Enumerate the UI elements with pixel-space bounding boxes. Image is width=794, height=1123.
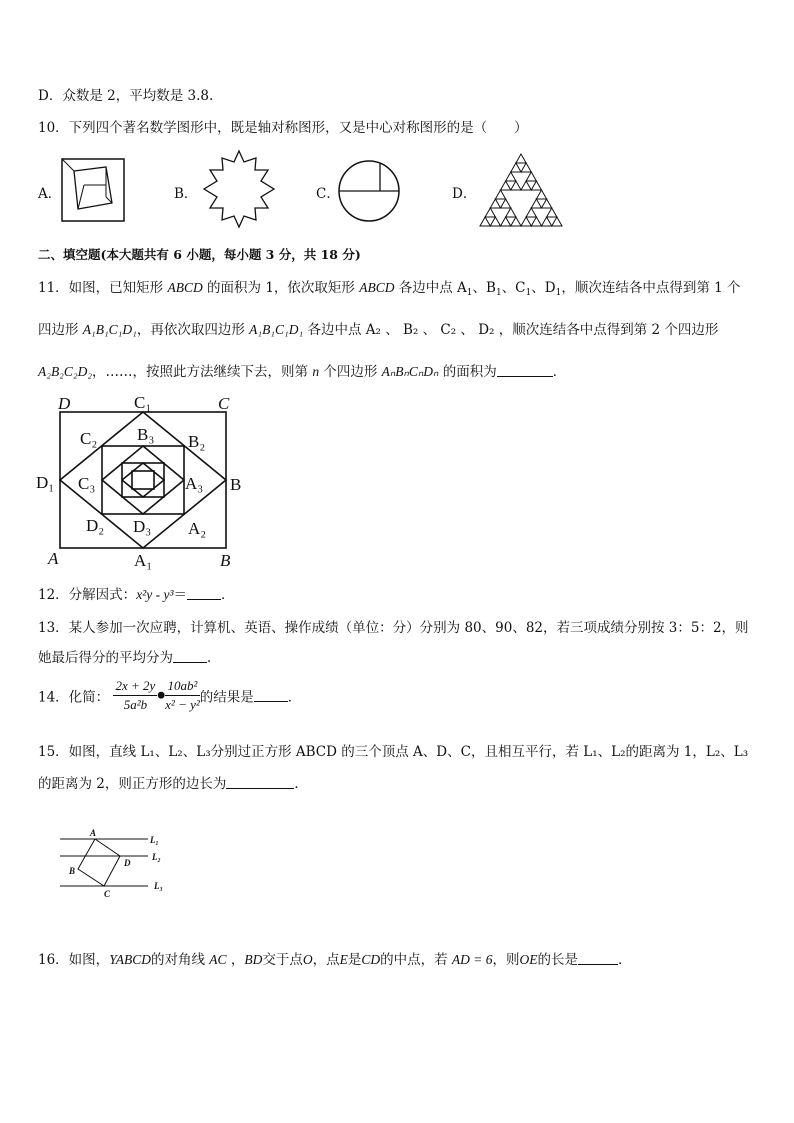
- q10-option-d-figure: [478, 152, 564, 228]
- q10-option-a-figure: [60, 157, 126, 223]
- q11-line2: 四边形 A₁B₁C₁D₁，再依次取四边形 A₁B₁C₁D₁ 各边中点 A₂ 、 B₂ 、 C₂ 、 D₂ ，顺次连结各中点得到第 2 个四边形: [38, 322, 719, 338]
- fig15-label-L2: L₂: [152, 852, 161, 862]
- fig11-label-D2: D₂: [86, 516, 105, 535]
- q15-line1: 15．如图，直线 L₁、L₂、L₃分别过正方形 ABCD 的三个顶点 A、D、C，且相互平行，若 L₁、L₂的距离为 1，L₂、L₃: [38, 744, 749, 760]
- q12-answer-blank[interactable]: [187, 587, 221, 600]
- fig11-label-B: B: [220, 551, 231, 570]
- fig15-label-L1: L₁: [150, 835, 159, 845]
- fig15-label-A: A: [90, 828, 97, 838]
- q14: 14．化简： $\frac{2x + 2y}{\text{5a²b}}$ ● $\frac{\text{10ab²}}{\text{x² − y²}}$ 的结果是 ．: [38, 678, 302, 712]
- section-2-heading: 二、填空题(本大题共有 6 小题，每小题 3 分，共 18 分): [38, 247, 361, 262]
- q10-option-c-figure: [336, 158, 402, 224]
- fig11-label-B3: B₃: [137, 425, 155, 444]
- fig11-label-A3: A₃: [185, 474, 204, 493]
- q14-fraction-1: $\frac{2x + 2y}{\text{5a²b}}$: [115, 678, 156, 712]
- fig15-label-L3: L₃: [154, 881, 163, 891]
- fig11-label-C: C: [218, 394, 230, 413]
- fig11-label-C2: C₂: [80, 429, 98, 448]
- q11-line3: A₂B₂C₂D₂，……，按照此方法继续下去，则第 n 个四边形 AₙBₙCₙDₙ 的面积为 ．: [38, 364, 567, 380]
- fig11-label-A1: A₁: [134, 551, 153, 570]
- fig15-label-D: D: [124, 858, 131, 868]
- fig11-label-D3: D₃: [133, 517, 152, 536]
- q9-option-d: D．众数是 2，平均数是 3.8.: [38, 88, 214, 104]
- fig11-label-B-right: B: [230, 475, 242, 494]
- q11-line1: 11．如图，已知矩形 ABCD 的面积为 1，依次取矩形 ABCD 各边中点 $A_1$、$B_1$、$C_1$、$D_1$，顺次连结各中点得到第 1 个: [38, 280, 741, 298]
- fig11-label-C1: C₁: [134, 393, 152, 412]
- q11-nested-rectangle-figure: [36, 392, 251, 574]
- q10-option-b-label: B．: [174, 186, 198, 202]
- q10-stem: 10．下列四个著名数学图形中，既是轴对称图形，又是中心对称图形的是（ ）: [38, 120, 528, 136]
- q10-option-d-label: D．: [452, 186, 477, 202]
- fig15-label-B: B: [69, 866, 76, 876]
- q16: 16．如图，YABCD的对角线 AC ，BD交于点O，点E是CD的中点，若 AD = 6，则OE的长是 ．: [38, 952, 632, 968]
- fig11-label-D1: D₁: [36, 473, 55, 492]
- q16-answer-blank[interactable]: [578, 952, 618, 965]
- q14-answer-blank[interactable]: [254, 689, 288, 702]
- fig11-label-A2: A₂: [188, 519, 207, 538]
- q10-option-a-label: A．: [38, 186, 62, 202]
- q15-line2: 的距离为 2，则正方形的边长为 ．: [38, 776, 308, 792]
- fig11-label-B2: B₂: [188, 432, 206, 451]
- fig11-label-D: D: [58, 394, 71, 413]
- q11-answer-blank[interactable]: [497, 364, 553, 377]
- q10-option-c-label: C．: [316, 186, 340, 202]
- fig15-label-C: C: [104, 889, 111, 899]
- q13-line1: 13．某人参加一次应聘，计算机、英语、操作成绩（单位：分）分别为 80、90、82，若三项成绩分别按 3：5：2，则: [38, 620, 749, 636]
- q10-option-b-figure: [198, 148, 280, 230]
- q13-line2: 她最后得分的平均分为 ．: [38, 650, 221, 666]
- q13-answer-blank[interactable]: [173, 650, 207, 663]
- q12: 12．分解因式：x²y - y³＝ ．: [38, 587, 235, 603]
- q14-fraction-2: $\frac{\text{10ab²}}{\text{x² − y²}}$: [165, 678, 200, 712]
- fig11-label-C3: C₃: [78, 474, 96, 493]
- q15-parallel-lines-square-figure: [56, 826, 186, 902]
- fig11-label-A: A: [48, 549, 59, 568]
- q15-answer-blank[interactable]: [226, 776, 294, 789]
